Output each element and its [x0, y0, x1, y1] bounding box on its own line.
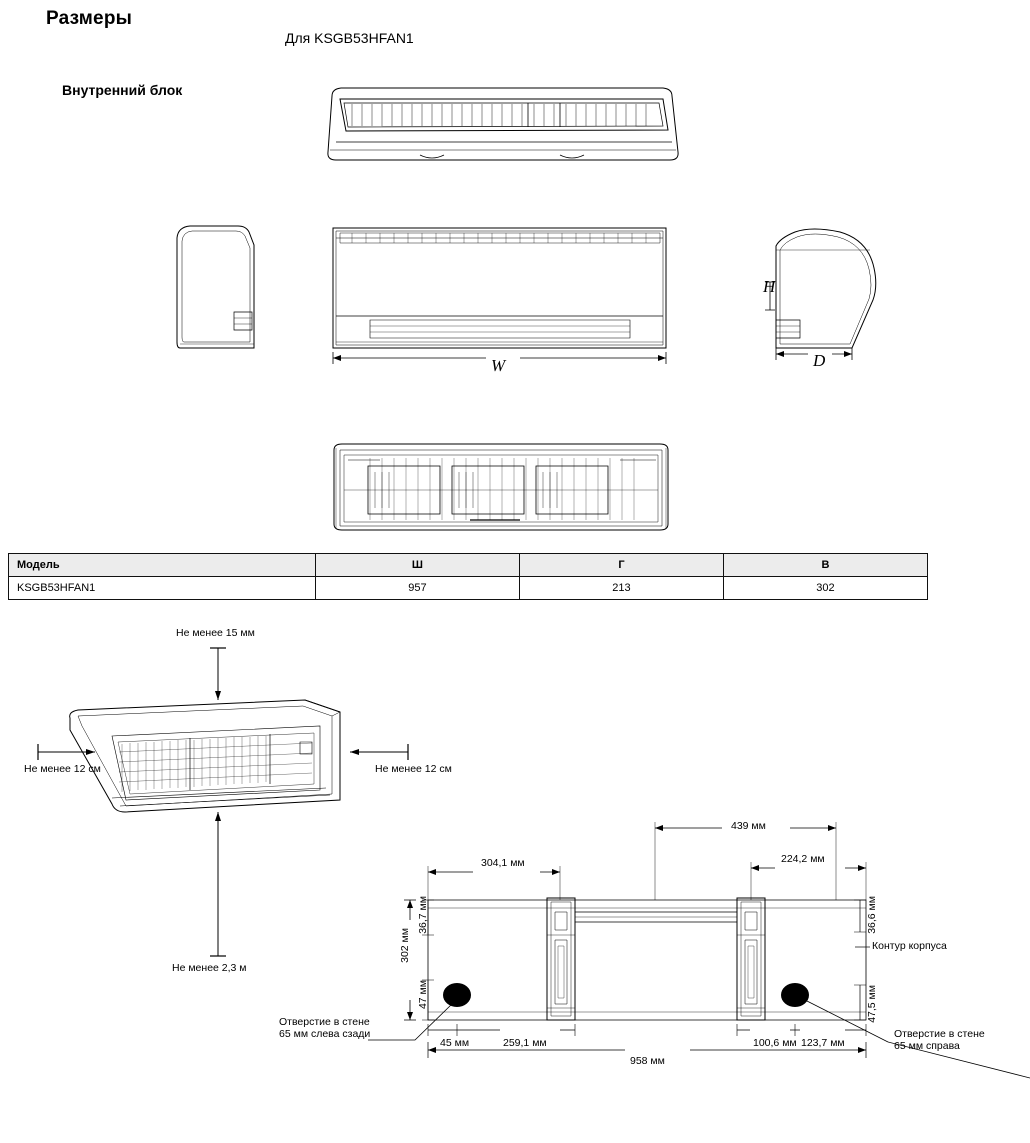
- dim-47-5-label: 47,5 мм: [866, 985, 878, 1023]
- hole-left-note-line1: Отверстие в стене: [279, 1016, 370, 1028]
- dim-100-6-label: 100,6 мм: [753, 1037, 797, 1049]
- dim-259-1-label: 259,1 мм: [503, 1037, 547, 1049]
- table-header-height: В: [723, 554, 927, 577]
- dimensions-table: [8, 553, 928, 600]
- clearance-left-label: Не менее 12 см: [24, 763, 101, 775]
- cell-depth: 213: [519, 577, 723, 600]
- table-header-width: Ш: [315, 554, 519, 577]
- dim-302-label: 302 мм: [399, 928, 411, 963]
- hole-right-note: [894, 1028, 1014, 1052]
- table-header-depth: Г: [519, 554, 723, 577]
- cell-model: KSGB53HFAN1: [9, 577, 316, 600]
- dim-123-7-label: 123,7 мм: [801, 1037, 845, 1049]
- indoor-unit-bottom-view: [334, 444, 668, 530]
- indoor-unit-front-view: [333, 228, 666, 364]
- dim-36-6-label: 36,6 мм: [866, 896, 878, 934]
- clearance-top-label: Не менее 15 мм: [176, 627, 255, 639]
- clearance-right-label: Не менее 12 см: [375, 763, 452, 775]
- dim-47-label: 47 мм: [417, 980, 429, 1010]
- dim-224-2-label: 224,2 мм: [781, 853, 825, 865]
- indoor-unit-top-view: [328, 88, 678, 160]
- cell-width: 957: [315, 577, 519, 600]
- hole-right-note-line2: 65 мм справа: [894, 1040, 960, 1052]
- contour-note: Контур корпуса: [872, 940, 947, 952]
- installation-clearance-diagram: [38, 648, 408, 956]
- hole-right-note-line1: Отверстие в стене: [894, 1028, 985, 1040]
- hole-left-note-line2: 65 мм слева сзади: [279, 1028, 371, 1040]
- section-label: Внутренний блок: [62, 82, 183, 98]
- dim-439-label: 439 мм: [731, 820, 766, 832]
- indoor-unit-right-side-view: [765, 229, 876, 360]
- clearance-floor-label: Не менее 2,3 м: [172, 962, 247, 974]
- table-row: [9, 577, 928, 600]
- dim-958-label: 958 мм: [630, 1055, 665, 1067]
- table-header-row: [9, 554, 928, 577]
- dim-36-7-label: 36,7 мм: [417, 896, 429, 934]
- dim-45-label: 45 мм: [440, 1037, 470, 1049]
- cell-height: 302: [723, 577, 927, 600]
- page-title: Размеры: [46, 8, 133, 29]
- width-label: W: [491, 356, 506, 375]
- depth-label: D: [813, 351, 826, 370]
- model-caption: Для KSGB53HFAN1: [285, 30, 414, 46]
- height-label: H: [763, 277, 776, 296]
- dim-304-1-label: 304,1 мм: [481, 857, 525, 869]
- indoor-unit-left-side-view: [177, 226, 254, 348]
- hole-left-note: [279, 1016, 409, 1040]
- table-header-model: Модель: [9, 554, 316, 577]
